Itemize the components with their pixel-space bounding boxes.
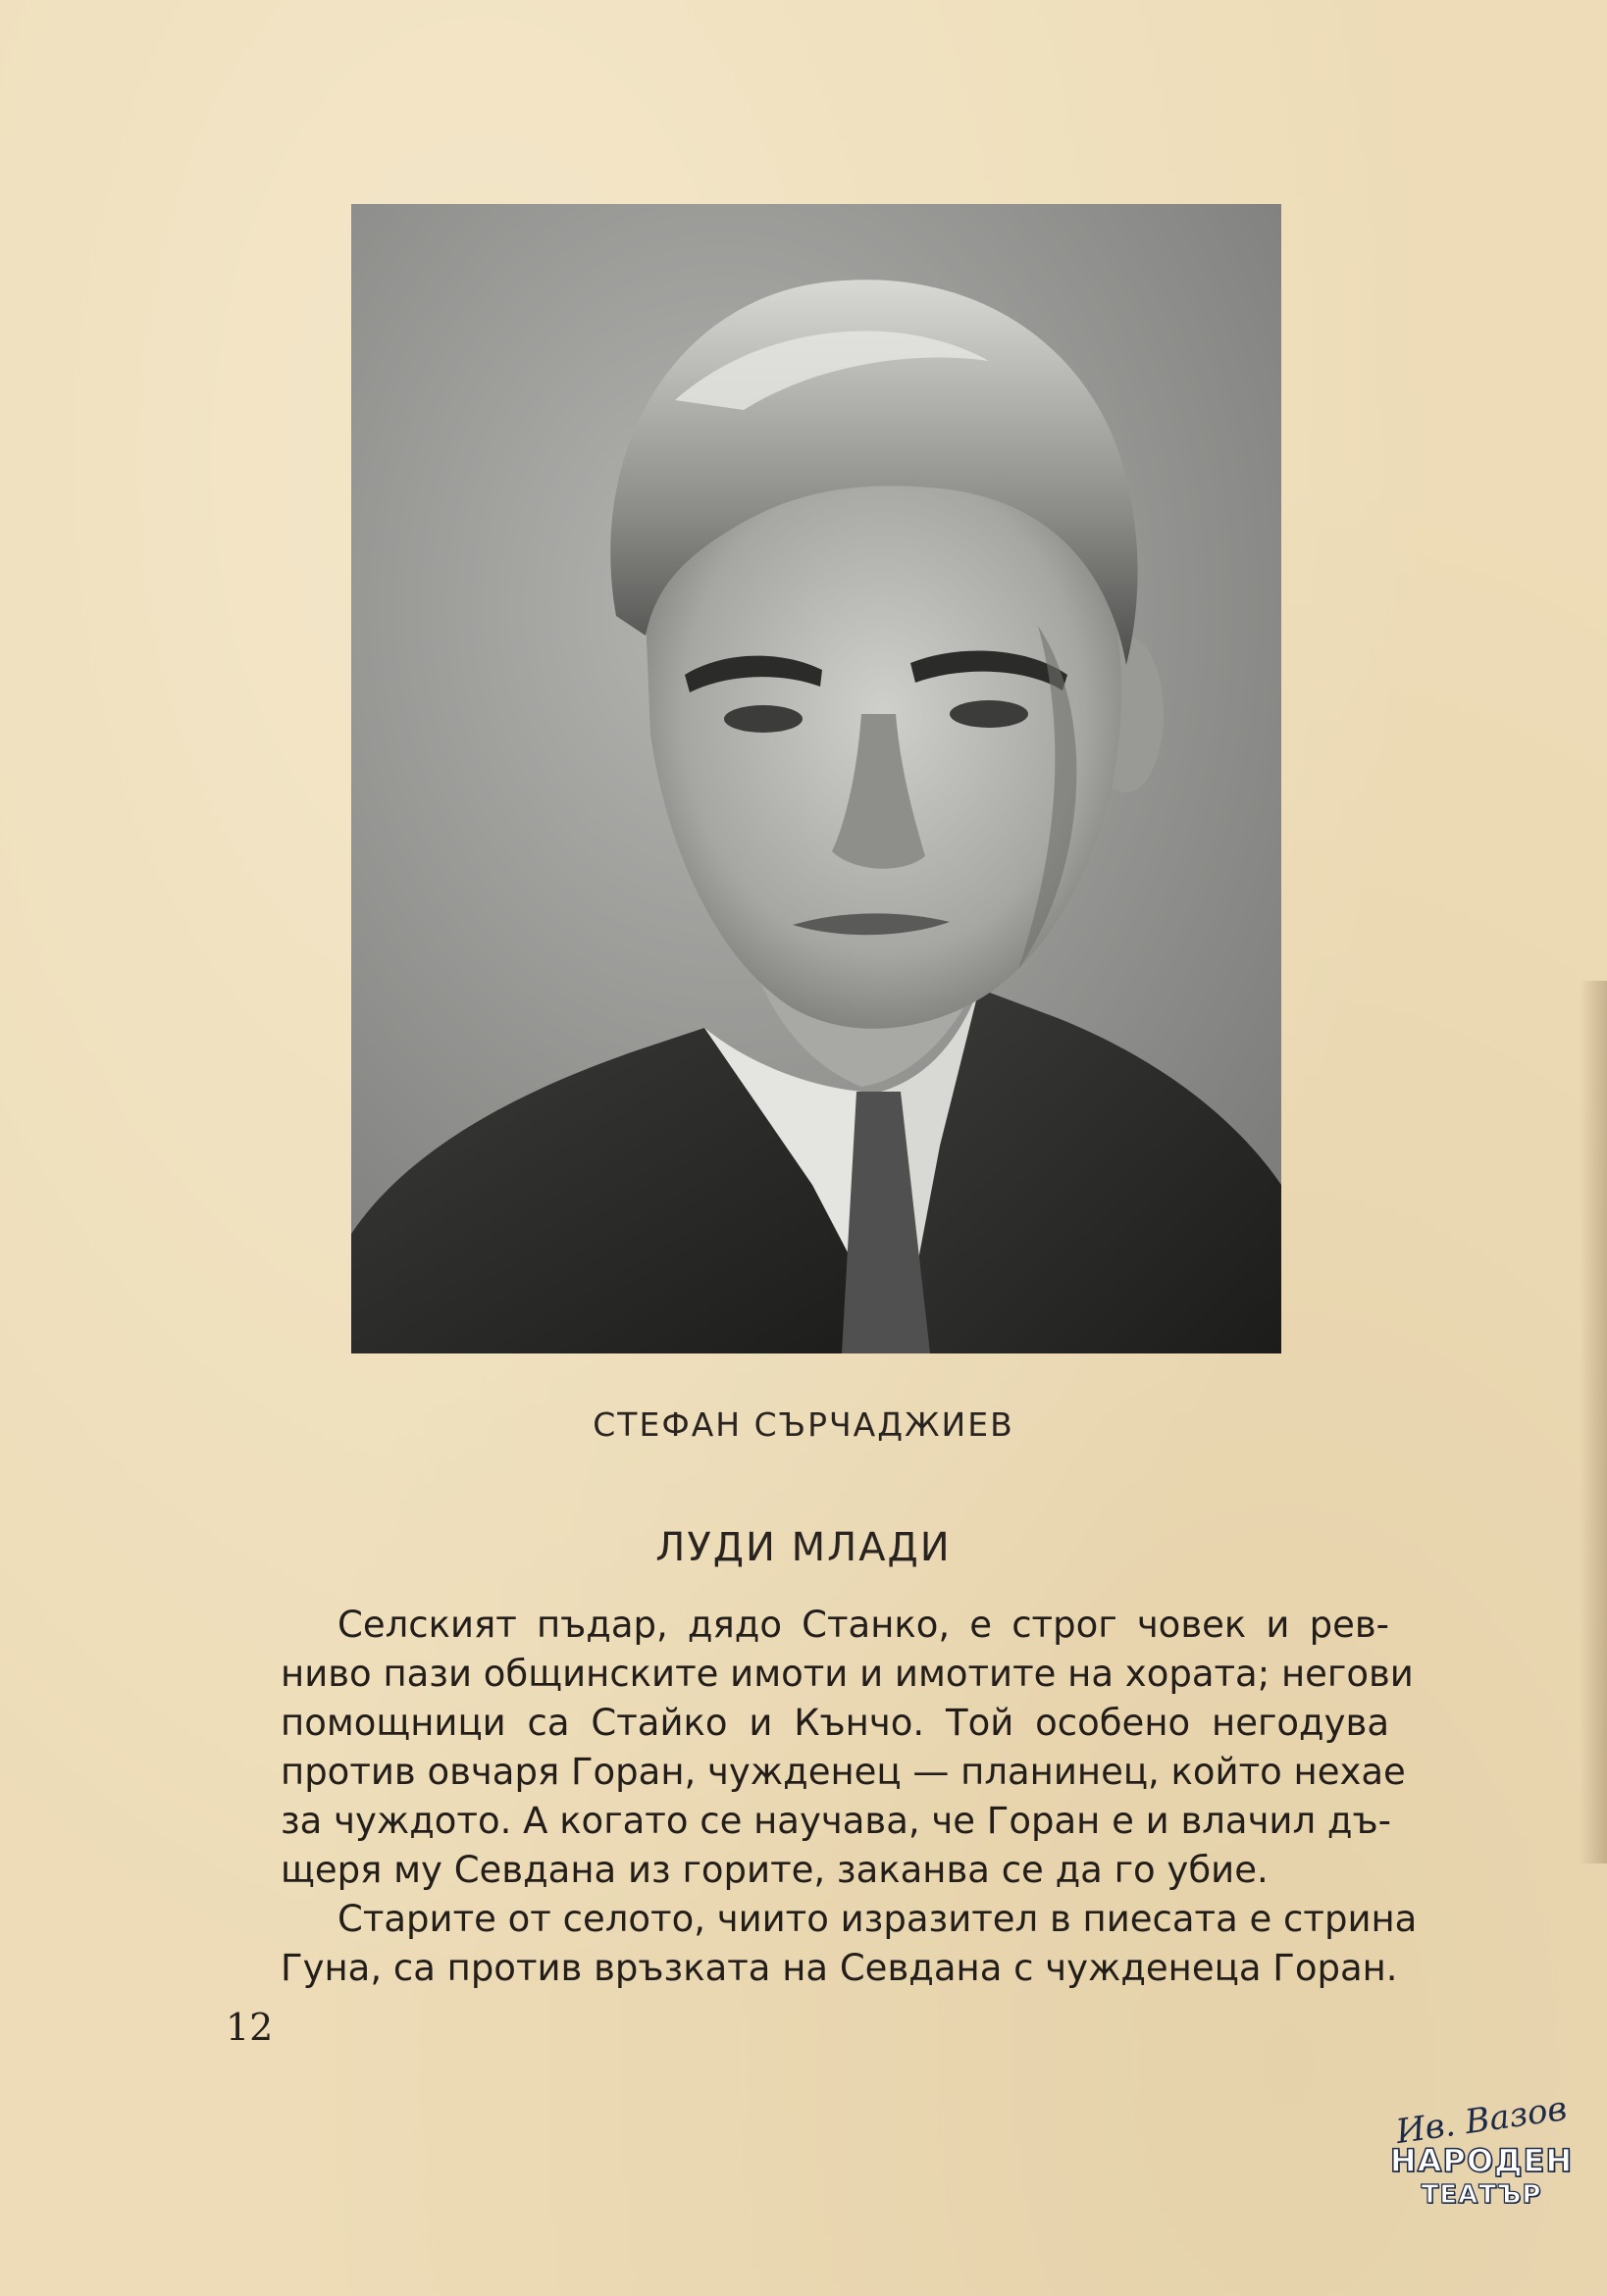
text-line: Селският пъдар, дядо Станко, е строг човек и рев- [337,1604,1389,1646]
portrait-illustration [351,204,1281,1353]
text-line: щеря му Севдана из горите, заканва се да го убие. [281,1849,1269,1891]
text-line: помощници са Стайко и Кънчо. Той особено негодува [281,1702,1389,1744]
page-number: 12 [226,2006,274,2049]
text-line: против овчаря Горан, чужденец — планинец, който нехае [281,1751,1406,1793]
national-theatre-stamp-logo [1388,2089,1575,2236]
text-line: Гуна, са против връзката на Севдана с чужденеца Горан. [281,1947,1398,1989]
text-line: за чуждото. А когато се научава, че Горан е и влачил дъ- [281,1800,1391,1842]
text-line: Старите от селото, чиито изразител в пиесата е стрина [337,1898,1418,1940]
stamp-line-1: НАРОДЕН [1389,2142,1574,2179]
photo-caption: СТЕФАН СЪРЧАДЖИЕВ [593,1405,1014,1444]
stamp-line-2: ТЕАТЪР [1421,2180,1542,2210]
article-title: ЛУДИ МЛАДИ [655,1525,952,1570]
text-line: ниво пази общинските имоти и имотите на хората; негови [281,1653,1414,1695]
portrait-photo [351,204,1281,1353]
stamp-signature: Ив. Вазов [1393,2089,1570,2152]
article-body [281,1601,1418,1993]
